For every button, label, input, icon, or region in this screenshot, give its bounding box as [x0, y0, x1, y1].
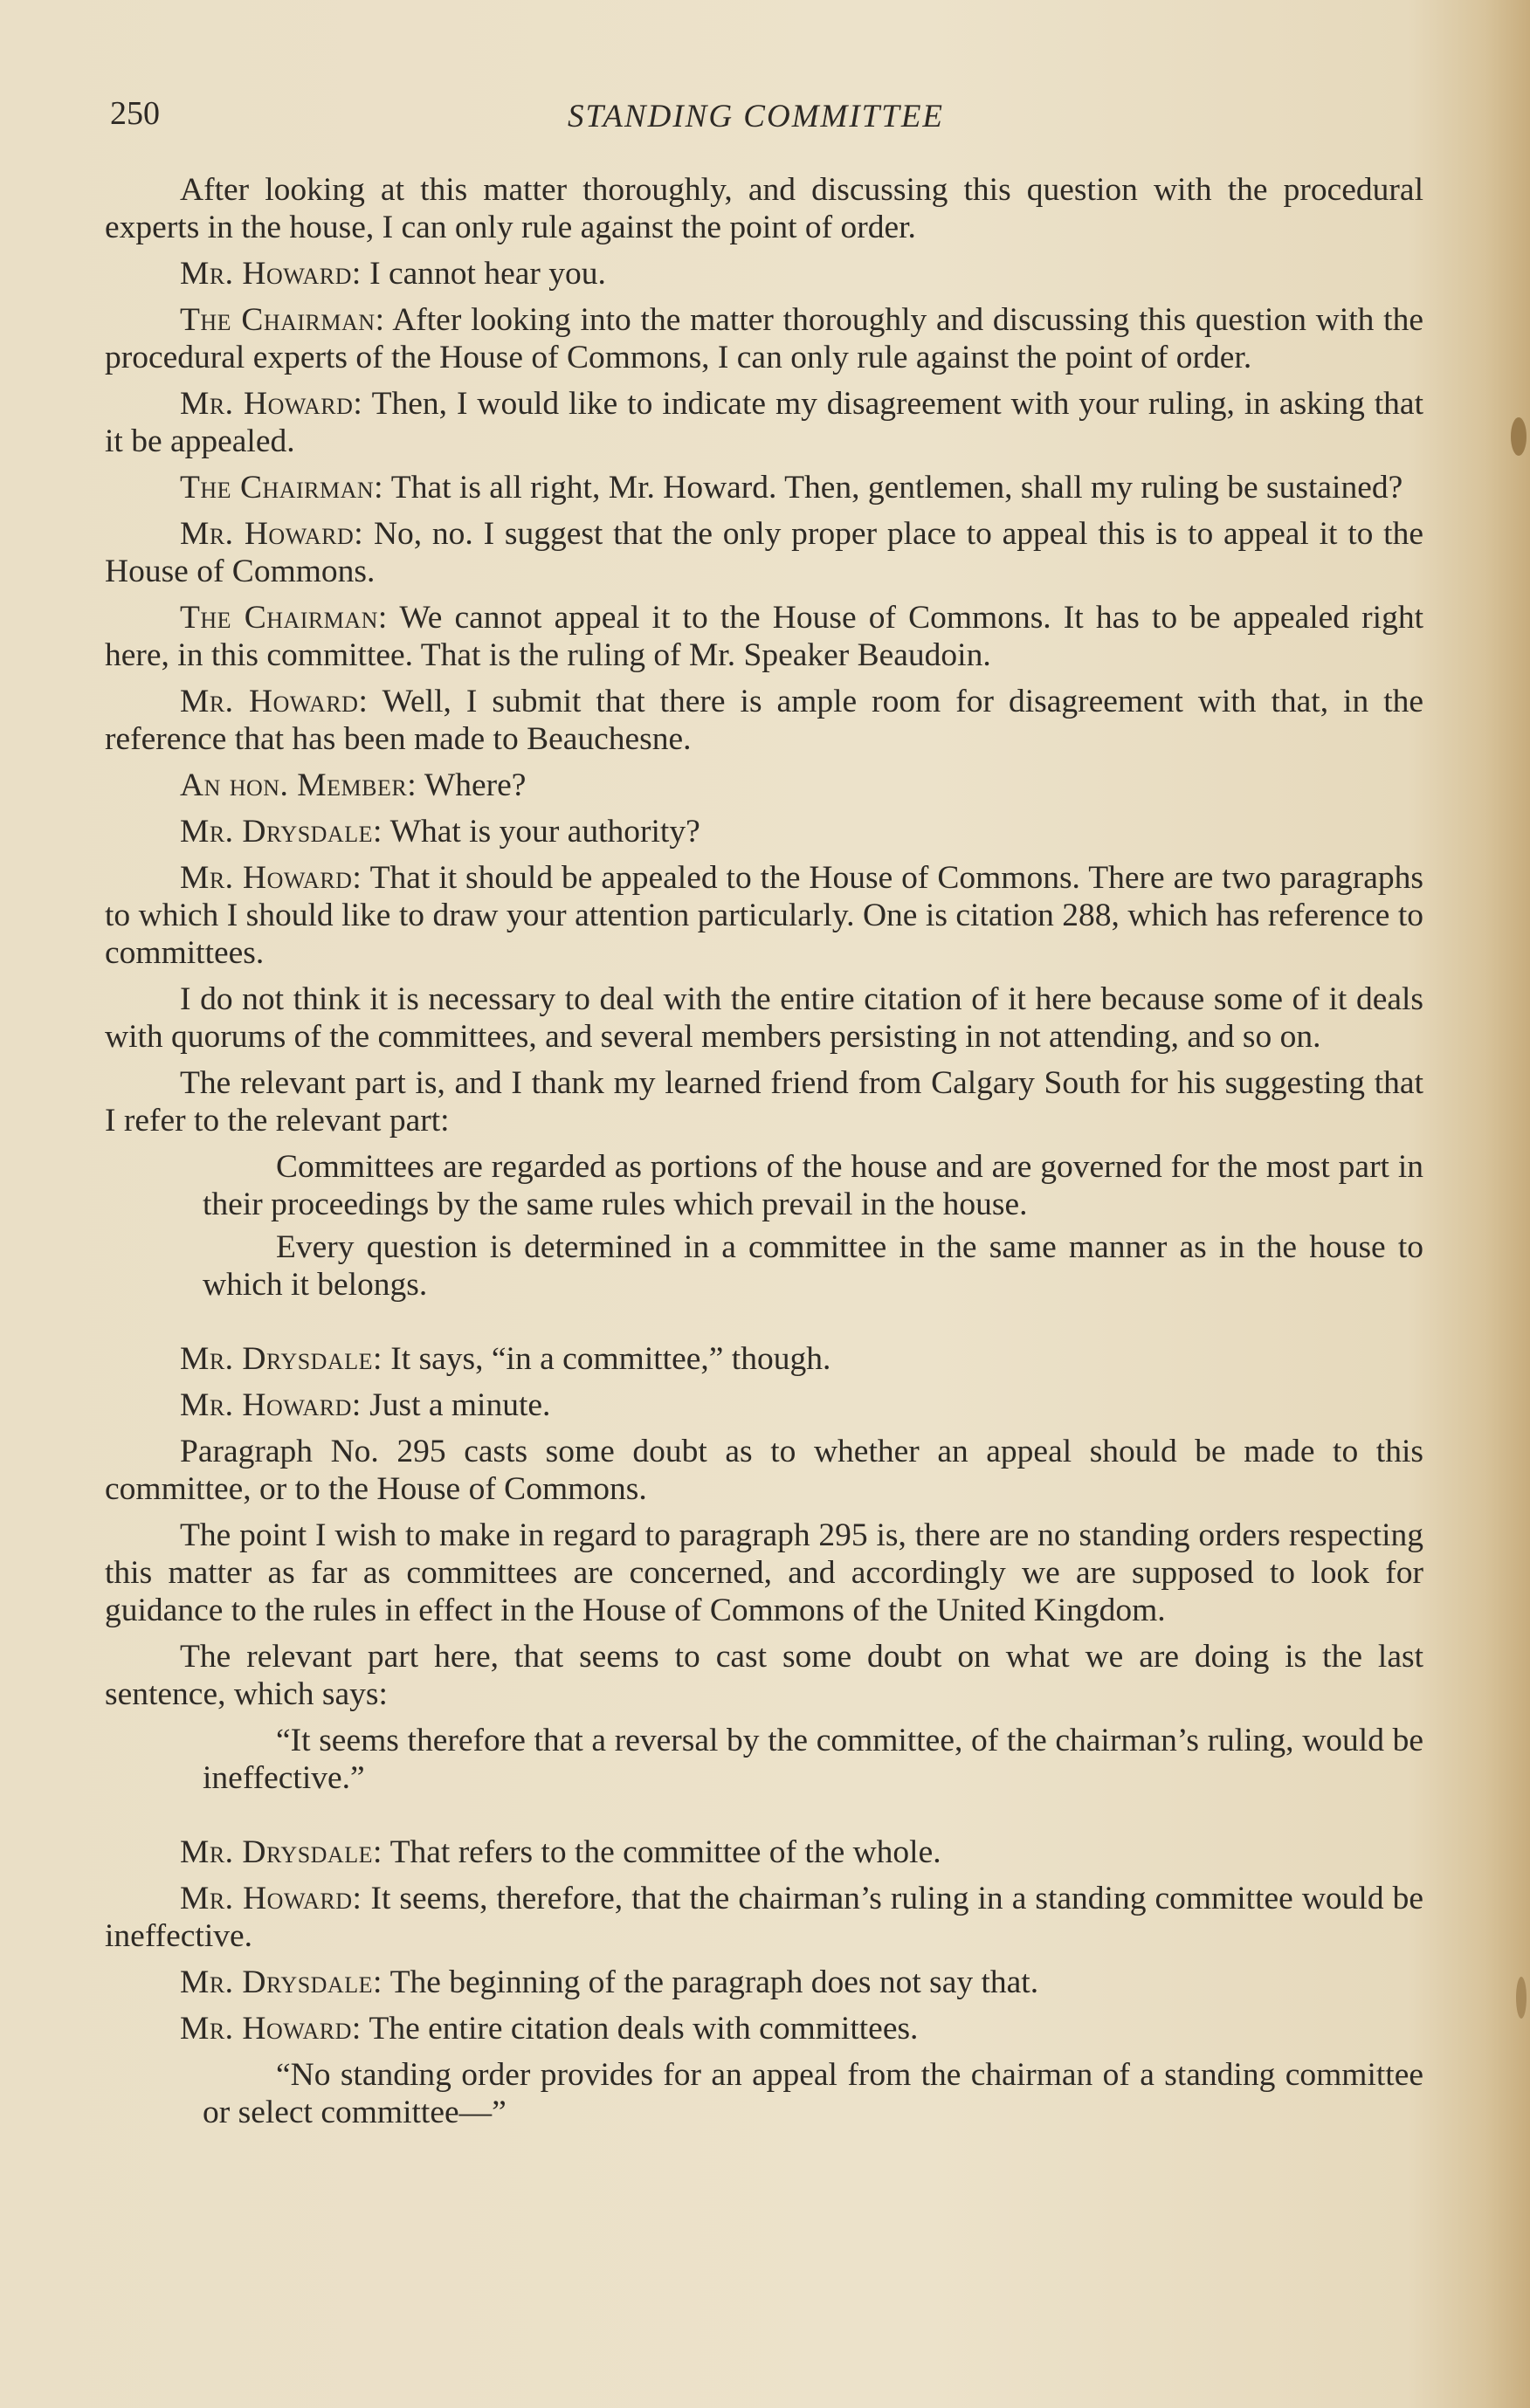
paragraph-text: The beginning of the paragraph does not say that.: [382, 1964, 1039, 2000]
paragraph-text: Then, I would like to indicate my disagreement with your ruling, in asking that it be appealed.: [105, 386, 1423, 459]
paragraph: [105, 1340, 1423, 1378]
block-quote-1: [105, 1148, 1423, 1304]
section-3: [105, 1834, 1423, 2047]
paragraph: [105, 980, 1423, 1056]
speaker-name: The Chairman:: [180, 600, 388, 636]
quote-paragraph: “No standing order provides for an appeal from the chairman of a standing committee or select committee—”: [203, 2057, 1423, 2130]
paragraph-text: After looking at this matter thoroughly, and discussing this question with the procedural experts in the house, I can only rule against the point of order.: [105, 172, 1423, 245]
paragraph-text: That is all right, Mr. Howard. Then, gentlemen, shall my ruling be sustained?: [383, 470, 1403, 506]
paragraph-text: Paragraph No. 295 casts some doubt as to whether an appeal should be made to this committee, or to the House of Commons.: [105, 1434, 1423, 1507]
body-text: [105, 171, 1423, 2142]
paragraph-text: The relevant part is, and I thank my learned friend from Calgary South for his suggesting that I refer to the relevant part:: [105, 1065, 1423, 1139]
paragraph: [105, 1880, 1423, 1955]
paragraph: [105, 1433, 1423, 1508]
page-stain: [1516, 1977, 1527, 2019]
paragraph: [105, 1517, 1423, 1629]
spacer: [105, 1807, 1423, 1834]
section-1: [105, 171, 1423, 1139]
speaker-name: Mr. Howard:: [180, 516, 364, 552]
paragraph-text: That it should be appealed to the House of Commons. There are two paragraphs to which I should like to draw your attention particularly. One is citation 288, which has reference to committees.: [105, 860, 1423, 971]
page-number: 250: [110, 95, 160, 132]
paragraph-text: We cannot appeal it to the House of Commons. It has to be appealed right here, in this committee. That is the ruling of Mr. Speaker Beaudoin.: [105, 600, 1423, 673]
paragraph: [105, 515, 1423, 590]
paragraph: [105, 1638, 1423, 1713]
running-title: STANDING COMMITTEE: [568, 99, 945, 134]
paragraph-text: No, no. I suggest that the only proper place to appeal this is to appeal it to the House of Commons.: [105, 516, 1423, 589]
speaker-name: Mr. Howard:: [180, 386, 363, 422]
paragraph-text: After looking into the matter thoroughly and discussing this question with the procedural experts of the House of Commons, I can only rule against the point of order.: [105, 302, 1423, 375]
page-stain: [1511, 417, 1527, 456]
speaker-name: Mr. Howard:: [180, 2011, 362, 2047]
quote-paragraph: “It seems therefore that a reversal by the committee, of the chairman’s ruling, would be ineffective.”: [203, 1723, 1423, 1796]
speaker-name: The Chairman:: [180, 302, 385, 338]
speaker-name: Mr. Drysdale:: [180, 814, 382, 850]
paragraph: [105, 599, 1423, 674]
paragraph: [105, 469, 1423, 506]
speaker-name: Mr. Howard:: [180, 1881, 362, 1916]
paragraph: [105, 683, 1423, 758]
quote-paragraph: Every question is determined in a committee in the same manner as in the house to which it belongs.: [203, 1229, 1423, 1303]
speaker-name: Mr. Howard:: [180, 860, 362, 896]
paragraph: [105, 1834, 1423, 1871]
paragraph-text: It seems, therefore, that the chairman’s ruling in a standing committee would be ineffective.: [105, 1881, 1423, 1954]
quote-paragraph: Committees are regarded as portions of the house and are governed for the most part in their proceedings by the same rules which prevail in the house.: [203, 1149, 1423, 1222]
paragraph-text: Where?: [417, 767, 527, 803]
paragraph-text: The entire citation deals with committees.: [361, 2011, 919, 2047]
speaker-name: Mr. Howard:: [180, 684, 369, 719]
paragraph-text: I do not think it is necessary to deal with the entire citation of it here because some of it deals with quorums of the committees, and several members persisting in not attending, and so on.: [105, 981, 1423, 1055]
paragraph-text: Just a minute.: [361, 1387, 551, 1423]
paragraph: [105, 1064, 1423, 1139]
paragraph: [105, 171, 1423, 246]
block-quote-2: [105, 1722, 1423, 1797]
paragraph-text: It says, “in a committee,” though.: [382, 1341, 831, 1377]
speaker-name: Mr. Drysdale:: [180, 1341, 382, 1377]
paragraph: [105, 2010, 1423, 2047]
paragraph: [105, 301, 1423, 376]
spacer: [105, 1314, 1423, 1340]
speaker-name: Mr. Drysdale:: [180, 1834, 382, 1870]
paragraph-text: What is your authority?: [382, 814, 700, 850]
paragraph-text: Well, I submit that there is ample room for disagreement with that, in the reference that has been made to Beauchesne.: [105, 684, 1424, 757]
speaker-name: The Chairman:: [180, 470, 384, 506]
paragraph: [105, 385, 1423, 460]
paragraph: [105, 1964, 1423, 2001]
paragraph: [105, 813, 1423, 850]
speaker-name: Mr. Howard:: [180, 1387, 362, 1423]
speaker-name: An hon. Member:: [180, 767, 417, 803]
paragraph: [105, 859, 1423, 972]
block-quote-3: [105, 2056, 1423, 2131]
speaker-name: Mr. Drysdale:: [180, 1964, 382, 2000]
paragraph-text: I cannot hear you.: [361, 256, 606, 292]
page-header: [0, 94, 1530, 147]
paragraph: [105, 767, 1423, 804]
speaker-name: Mr. Howard:: [180, 256, 362, 292]
paragraph-text: That refers to the committee of the whole.: [382, 1834, 941, 1870]
paragraph: [105, 255, 1423, 292]
paragraph-text: The point I wish to make in regard to paragraph 295 is, there are no standing orders respecting this matter as far as committees are concerned, and accordingly we are supposed to look for guidance to the rules in effect in the House of Commons of the United Kingdom.: [105, 1517, 1423, 1628]
paragraph: [105, 1386, 1423, 1424]
paragraph-text: The relevant part here, that seems to cast some doubt on what we are doing is the last sentence, which says:: [105, 1639, 1423, 1712]
section-2: [105, 1340, 1423, 1713]
